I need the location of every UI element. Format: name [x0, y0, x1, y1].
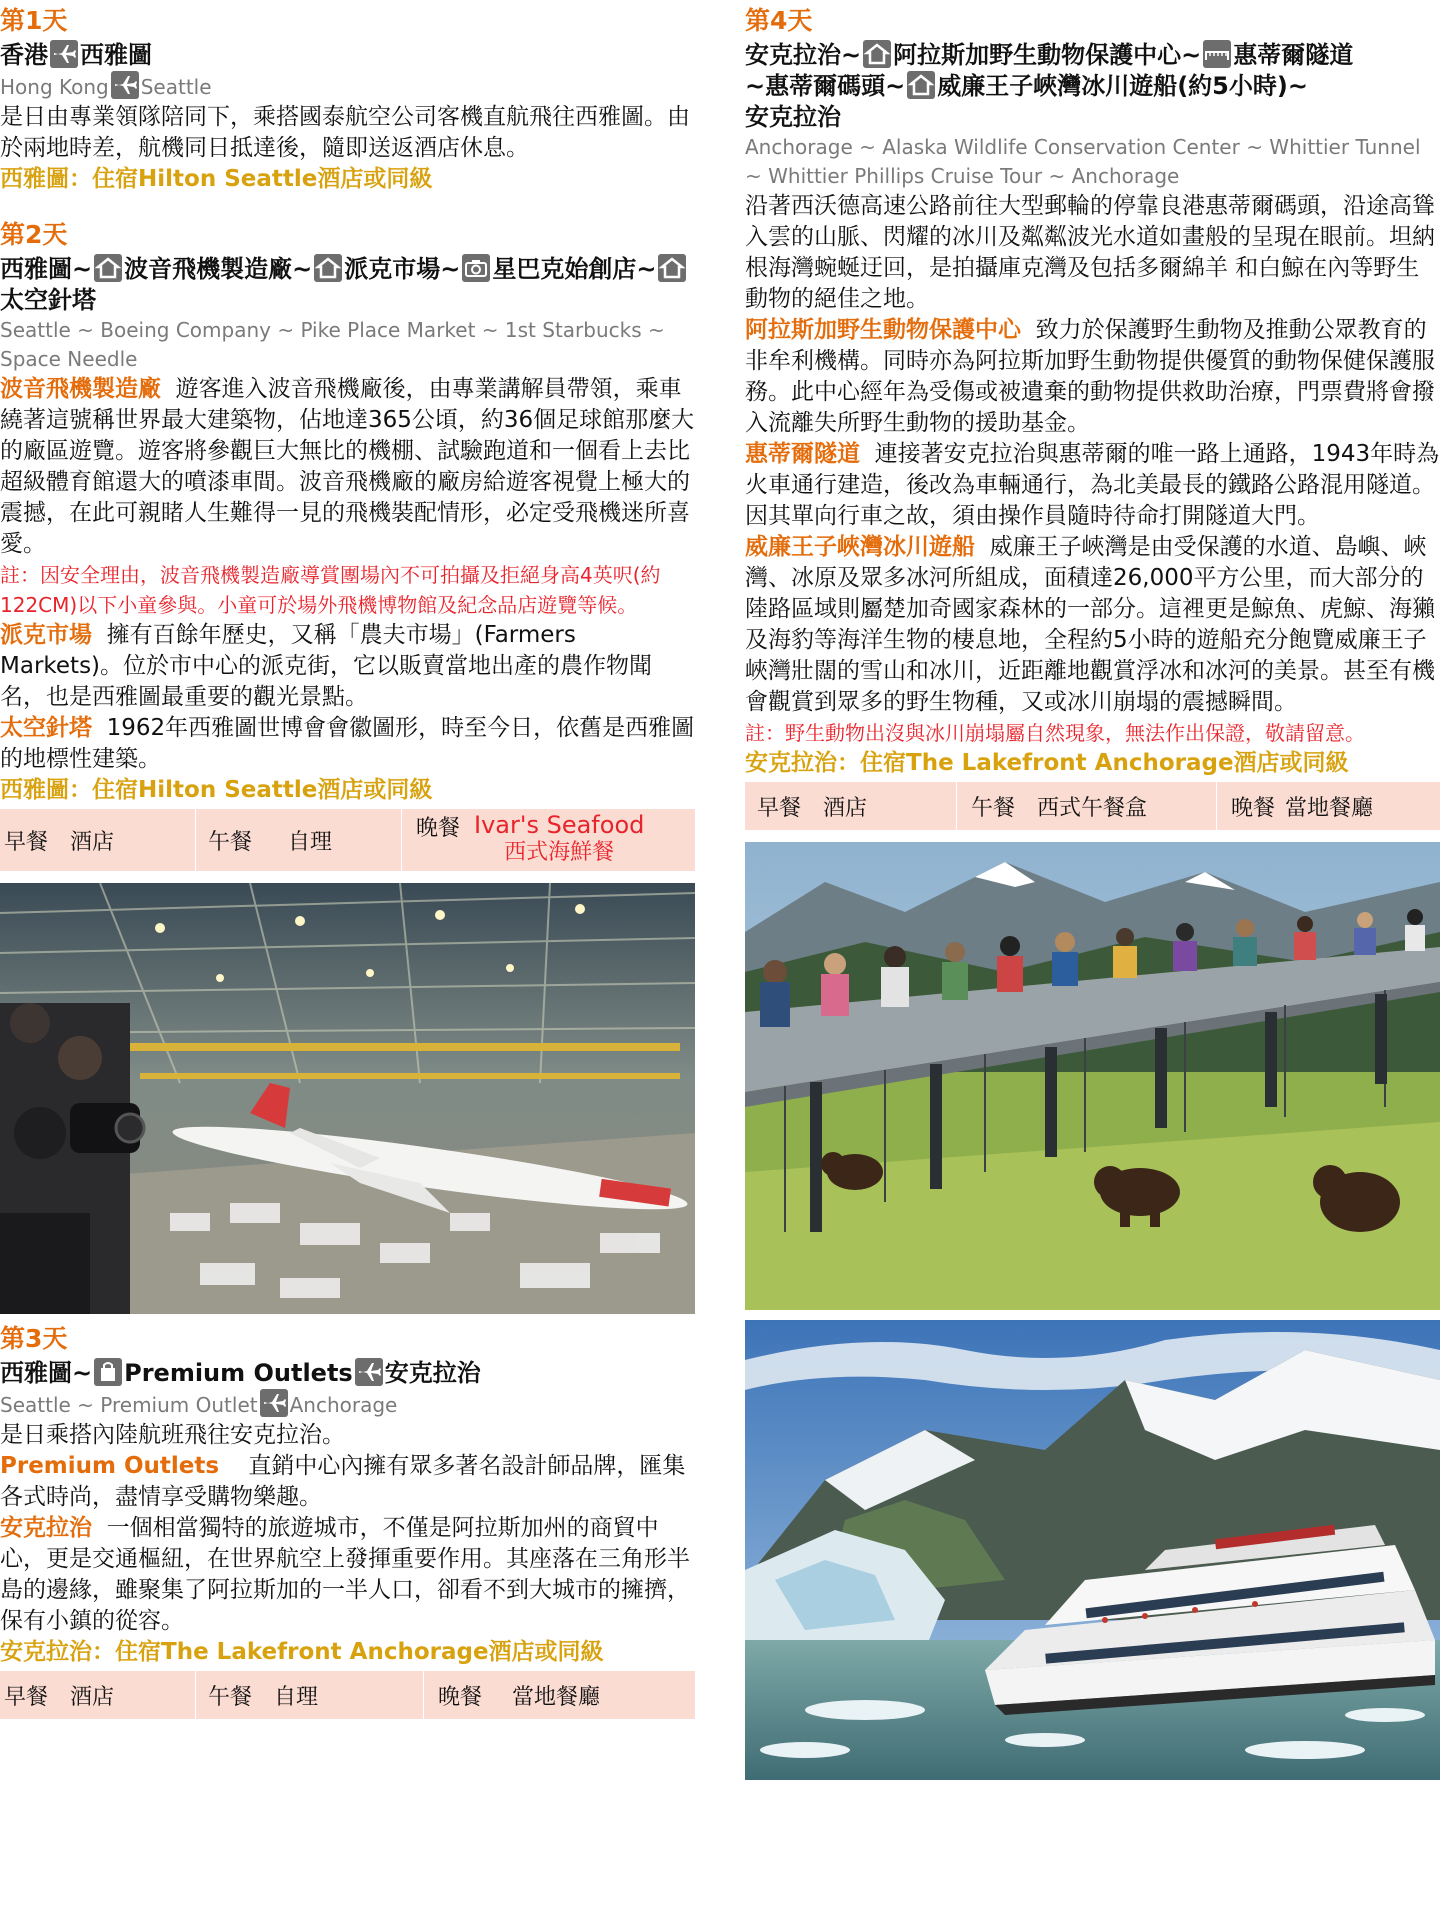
day2-route-c: 派克市場~	[344, 255, 461, 283]
day3-breakfast	[0, 1671, 196, 1719]
day3-outlets-text: 直銷中心內擁有眾多著名設計師品牌，匯集各式時尚，盡情享受購物樂趣。	[0, 1453, 686, 1510]
day4-awcc-paragraph	[745, 315, 1440, 439]
day1-label: 第1天	[0, 6, 68, 35]
day2-pike-paragraph	[0, 620, 695, 713]
day4-route-en: Anchorage ~ Alaska Wildlife Conservation Center ~ Whittier Tunnel ~ Whittier Phillips Cruise Tour ~ Anchorage	[745, 135, 1421, 188]
tunnel-icon	[1203, 40, 1231, 68]
day2-route-a: 西雅圖~	[0, 255, 93, 283]
day4-route-a: 安克拉治~	[745, 41, 862, 69]
day4-tunnel-title: 惠蒂爾隧道	[745, 441, 860, 467]
breakfast-label: 早餐	[4, 1684, 49, 1710]
day3-route-en-a: Seattle ~ Premium Outlet	[0, 1393, 258, 1417]
home-icon	[658, 254, 686, 282]
day4-lunch	[957, 782, 1217, 830]
day1-hotel: 西雅圖：住宿Hilton Seattle酒店或同級	[0, 166, 433, 192]
home-icon	[94, 254, 122, 282]
day3-route-en-b: Anchorage	[289, 1393, 398, 1417]
breakfast-label: 早餐	[757, 795, 802, 821]
day4-meals	[745, 782, 1440, 830]
day4-route-d: ~惠蒂爾碼頭~	[745, 72, 906, 100]
day2-route-b: 波音飛機製造廠~	[124, 255, 313, 283]
lunch-label: 午餐	[208, 829, 253, 855]
day4-awcc-text: 致力於保護野生動物及推動公眾教育的非牟利機構。同時亦為阿拉斯加野生動物提供優質的動物保健保護服務。此中心經年為受傷或被遺棄的動物提供救助治療，門票費將會撥入流離失所野生動物的援助基金。	[745, 317, 1435, 436]
plane-icon	[260, 1389, 288, 1417]
day2-boeing-title: 波音飛機製造廠	[0, 376, 161, 402]
day4-label: 第4天	[745, 6, 813, 35]
day3-route-a: 西雅圖~	[0, 1359, 93, 1387]
home-icon	[907, 71, 935, 99]
day3-outlets-title: Premium Outlets	[0, 1453, 220, 1479]
day2-note: 註：因安全理由，波音飛機製造廠導賞團場內不可拍攝及拒絕身高4英呎(約122CM)以下小童參與。小童可於場外飛機博物館及紀念品店遊覽等候。	[0, 563, 661, 617]
breakfast-label: 早餐	[4, 829, 49, 855]
day2-pike-text: 擁有百餘年歷史，又稱「農夫市場」(Farmers Markets)。位於市中心的派克街，它以販賣當地出產的農作物聞名，也是西雅圖最重要的觀光景點。	[0, 622, 653, 710]
day2-pike-title: 派克市場	[0, 622, 92, 648]
day3-anchorage-title: 安克拉治	[0, 1515, 92, 1541]
day1-route-from: 香港	[0, 41, 48, 69]
day4-route	[745, 40, 1440, 133]
day2-route-e: 太空針塔	[0, 286, 96, 314]
day2-section	[0, 220, 695, 871]
day2-lunch	[196, 809, 402, 871]
day4-cruise-title: 威廉王子峽灣冰川遊船	[745, 534, 975, 560]
dinner-value	[474, 811, 644, 867]
dinner-label: 晚餐	[438, 1684, 483, 1710]
day1-route-en-from: Hong Kong	[0, 75, 109, 99]
day2-hotel: 西雅圖：住宿Hilton Seattle酒店或同級	[0, 777, 433, 803]
wildlife-center-bears-photo	[745, 842, 1440, 1310]
day2-route	[0, 254, 695, 316]
day4-hotel: 安克拉治：住宿The Lakefront Anchorage酒店或同級	[745, 750, 1349, 776]
day3-outlets-paragraph	[0, 1451, 695, 1513]
breakfast-value: 酒店	[823, 795, 868, 821]
left-column	[0, 0, 695, 1719]
dinner-value-cuisine: 西式海鮮餐	[504, 840, 615, 865]
day3-route-c: 安克拉治	[384, 1359, 481, 1387]
day1-route-to: 西雅圖	[80, 41, 152, 69]
lunch-value: 自理	[274, 1684, 319, 1710]
day4-breakfast	[745, 782, 957, 830]
day2-boeing-paragraph	[0, 374, 695, 560]
day4-route-e: 威廉王子峽灣冰川遊船(約5小時)~	[937, 72, 1308, 100]
day4-tunnel-paragraph	[745, 439, 1440, 532]
home-icon	[863, 40, 891, 68]
breakfast-value: 酒店	[70, 1684, 115, 1710]
day2-route-en: Seattle ~ Boeing Company ~ Pike Place Market ~ 1st Starbucks ~ Space Needle	[0, 318, 665, 371]
plane-icon	[50, 40, 78, 68]
day2-breakfast	[0, 809, 196, 871]
day1-route-en	[0, 71, 695, 102]
day4-intro: 沿著西沃德高速公路前往大型郵輪的停靠良港惠蒂爾碼頭，沿途高聳入雲的山脈、閃耀的冰川及粼粼波光水道如畫般的呈現在眼前。坦納根海灣蜿蜒迂回，是拍攝庫克灣及包括多爾綿羊 和白鯨在內等野生動物的絕佳之地。	[745, 193, 1435, 312]
day2-needle-paragraph	[0, 713, 695, 775]
day4-cruise-paragraph	[745, 532, 1440, 718]
day4-section	[745, 6, 1440, 830]
day2-boeing-text: 遊客進入波音飛機廠後，由專業講解員帶領，乘車繞著這號稱世界最大建築物，佔地達365公頃，約36個足球館那麼大的廠區遊覽。遊客將參觀巨大無比的機棚、試驗跑道和一個看上去比超級體育館還大的噴漆車間。波音飛機廠的廠房給遊客視覺上極大的震撼，在此可親睹人生難得一見的飛機裝配情形，必定受飛機迷所喜愛。	[0, 376, 695, 557]
dinner-label: 晚餐	[1231, 795, 1276, 821]
plane-icon	[111, 71, 139, 99]
day3-anchorage-paragraph	[0, 1513, 695, 1637]
day3-dinner	[424, 1671, 695, 1719]
day4-cruise-text: 威廉王子峽灣是由受保護的水道、島嶼、峽灣、冰原及眾多冰河所組成，面積達26,000平方公里，而大部分的陸路區域則屬楚加奇國家森林的一部分。這裡更是鯨魚、虎鯨、海獺及海豹等海洋生物的棲息地，全程約5小時的遊船充分飽覽威廉王子峽灣壯闊的雪山和冰川，近距離地觀賞浮冰和冰河的美景。甚至有機會觀賞到眾多的野生物種，又或冰川崩塌的震撼瞬間。	[745, 534, 1435, 715]
lunch-value: 自理	[288, 829, 333, 855]
day3-lunch	[196, 1671, 424, 1719]
day3-route	[0, 1358, 695, 1389]
day1-route-en-to: Seattle	[140, 75, 212, 99]
lunch-label: 午餐	[208, 1684, 253, 1710]
day3-label: 第3天	[0, 1324, 68, 1353]
day1-section	[0, 6, 695, 194]
day4-note: 註：野生動物出沒與冰川崩塌屬自然現象，無法作出保證，敬請留意。	[745, 721, 1365, 745]
breakfast-value: 酒店	[70, 829, 115, 855]
day4-awcc-title: 阿拉斯加野生動物保護中心	[745, 317, 1021, 343]
lunch-value: 西式午餐盒	[1037, 795, 1148, 821]
glacier-cruise-photo	[745, 1320, 1440, 1780]
day3-route-b: Premium Outlets	[124, 1359, 353, 1387]
day3-meals	[0, 1671, 695, 1719]
plane-icon	[355, 1358, 383, 1386]
day3-section	[0, 1324, 695, 1719]
day4-route-c: 惠蒂爾隧道	[1233, 41, 1354, 69]
day2-needle-title: 太空針塔	[0, 715, 92, 741]
day2-needle-text: 1962年西雅圖世博會會徽圖形，時至今日，依舊是西雅圖的地標性建築。	[0, 715, 695, 772]
home-icon	[314, 254, 342, 282]
day1-body: 是日由專業領隊陪同下，乘搭國泰航空公司客機直航飛往西雅圖。由於兩地時差，航機同日抵達後，隨即送返酒店休息。	[0, 104, 690, 161]
camera-icon	[462, 254, 490, 282]
day2-meals	[0, 809, 695, 871]
day3-body: 是日乘搭內陸航班飛往安克拉治。	[0, 1422, 345, 1448]
dinner-value-restaurant: Ivar's Seafood	[474, 811, 645, 839]
dinner-label: 晚餐	[416, 816, 461, 841]
day2-dinner	[402, 809, 693, 871]
day4-route-f: 安克拉治	[745, 103, 841, 131]
day4-tunnel-text: 連接著安克拉治與惠蒂爾的唯一路上通路，1943年時為火車通行建造，後改為車輛通行，為北美最長的鐵路公路混用隧道。因其單向行車之故，須由操作員隨時待命打開隧道大門。	[745, 441, 1440, 529]
day3-hotel: 安克拉治：住宿The Lakefront Anchorage酒店或同級	[0, 1639, 604, 1665]
day3-anchorage-text: 一個相當獨特的旅遊城市，不僅是阿拉斯加州的商貿中心，更是交通樞紐，在世界航空上發揮重要作用。其座落在三角形半島的邊緣，雖聚集了阿拉斯加的一半人口，卻看不到大城市的擁擠，保有小鎮的從容。	[0, 1515, 690, 1634]
boeing-factory-photo	[0, 883, 695, 1314]
shopping-bag-icon	[94, 1358, 122, 1386]
day4-route-b: 阿拉斯加野生動物保護中心~	[893, 41, 1202, 69]
day2-route-d: 星巴克始創店~	[492, 255, 657, 283]
day3-route-en	[0, 1389, 695, 1420]
right-column	[745, 0, 1440, 1780]
day1-route	[0, 40, 695, 71]
day4-dinner	[1217, 782, 1440, 830]
lunch-label: 午餐	[971, 795, 1016, 821]
dinner-value: 當地餐廳	[512, 1684, 601, 1710]
day2-label: 第2天	[0, 220, 68, 249]
dinner-value: 當地餐廳	[1285, 795, 1374, 821]
